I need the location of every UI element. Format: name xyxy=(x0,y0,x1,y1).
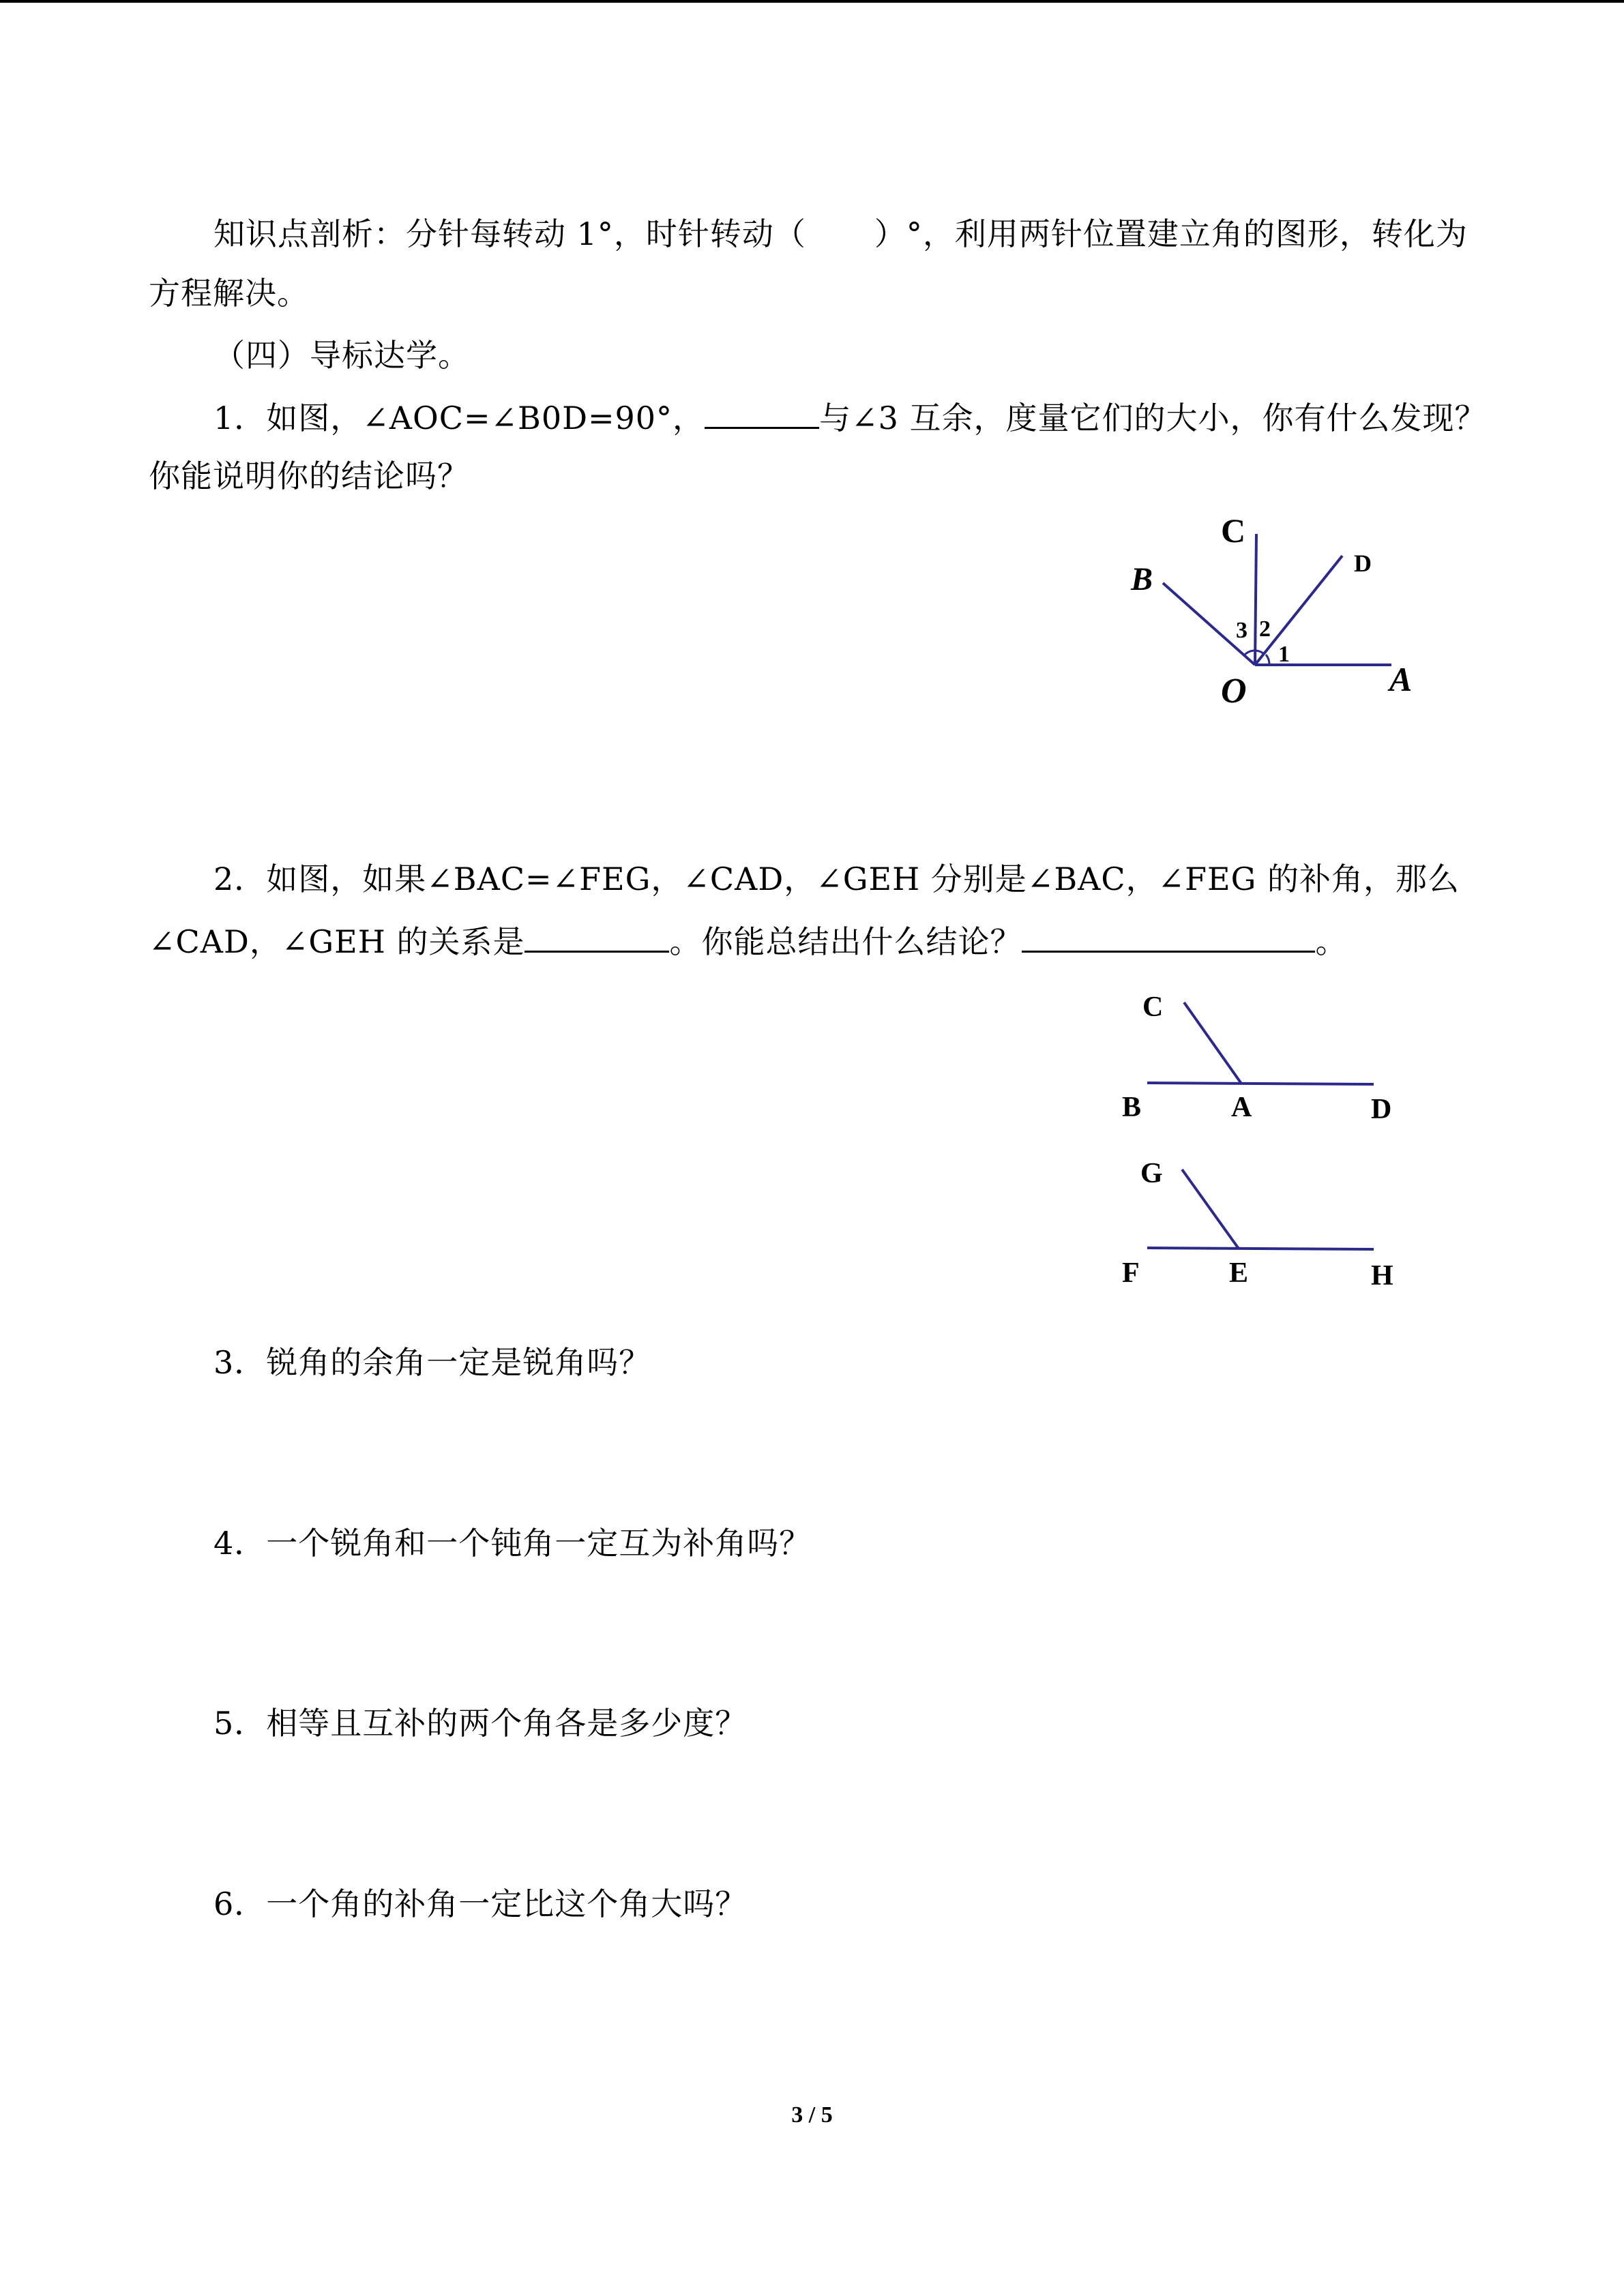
question-2-blank-2 xyxy=(1022,919,1315,953)
question-2-text-a: ∠CAD，∠GEH 的关系是 xyxy=(149,923,525,960)
ray-eg xyxy=(1182,1169,1239,1249)
question-1-line-1 xyxy=(213,396,1487,438)
label-f-bottom: F xyxy=(1122,1257,1140,1289)
question-2-blank-1 xyxy=(525,919,669,953)
ray-oc xyxy=(1255,534,1256,665)
question-2-text-c: 。 xyxy=(1315,923,1348,960)
intro-line-1 xyxy=(213,213,1468,254)
question-1-line-2: 你能说明你的结论吗？ xyxy=(149,458,469,494)
top-border xyxy=(0,0,1624,3)
ray-od xyxy=(1255,556,1342,665)
question-2-line-2 xyxy=(149,919,1347,962)
label-b-top: B xyxy=(1122,1092,1142,1123)
intro-text-b: ）°，利用两针位置建立角的图形，转化为 xyxy=(874,215,1468,252)
label-b: B xyxy=(1131,561,1153,597)
question-5: 5．相等且互补的两个角各是多少度？ xyxy=(213,1705,748,1742)
section-title: （四）导标达学。 xyxy=(213,337,470,374)
question-6: 6．一个角的补角一定比这个角大吗？ xyxy=(213,1885,748,1922)
angle-label-3: 3 xyxy=(1236,618,1247,643)
label-e-bottom: E xyxy=(1229,1257,1249,1289)
label-o: O xyxy=(1221,672,1247,711)
intro-line-2: 方程解决。 xyxy=(149,275,309,312)
ray-ac xyxy=(1184,1002,1241,1084)
question-1-text-b: 与∠3 互余，度量它们的大小，你有什么发现？ xyxy=(819,400,1487,436)
label-a: A xyxy=(1389,660,1413,698)
angle-arc-3 xyxy=(1244,651,1263,655)
figure-2-supplementary-angles xyxy=(1105,982,1419,1302)
label-d: D xyxy=(1354,550,1372,577)
page-number: 3 / 5 xyxy=(791,2102,833,2128)
label-d-top: D xyxy=(1371,1094,1392,1125)
question-2-line-1: 2．如图，如果∠BAC=∠FEG，∠CAD，∠GEH 分别是∠BAC，∠FEG 的补角，那么 xyxy=(213,861,1460,897)
label-g-bottom: G xyxy=(1140,1158,1163,1189)
label-c: C xyxy=(1221,511,1246,550)
label-a-top: A xyxy=(1231,1092,1252,1123)
intro-text-a: 知识点剖析：分针每转动 1°，时针转动（ xyxy=(213,215,806,252)
question-3: 3．锐角的余角一定是锐角吗？ xyxy=(213,1344,651,1381)
line-fh xyxy=(1147,1248,1374,1249)
angle-label-1: 1 xyxy=(1278,642,1290,667)
question-1-blank xyxy=(705,396,819,429)
question-1-text-a: 1．如图，∠AOC=∠B0D=90°， xyxy=(213,400,705,436)
angle-label-2: 2 xyxy=(1259,616,1271,642)
figure-1-angles xyxy=(1112,511,1439,716)
label-c-top: C xyxy=(1142,992,1164,1023)
angle-arc-1 xyxy=(1266,655,1269,664)
question-2-text-b: 。你能总结出什么结论？ xyxy=(669,923,1022,960)
label-h-bottom: H xyxy=(1371,1260,1393,1292)
line-bd xyxy=(1147,1083,1374,1084)
question-4: 4．一个锐角和一个钝角一定互为补角吗？ xyxy=(213,1525,812,1562)
